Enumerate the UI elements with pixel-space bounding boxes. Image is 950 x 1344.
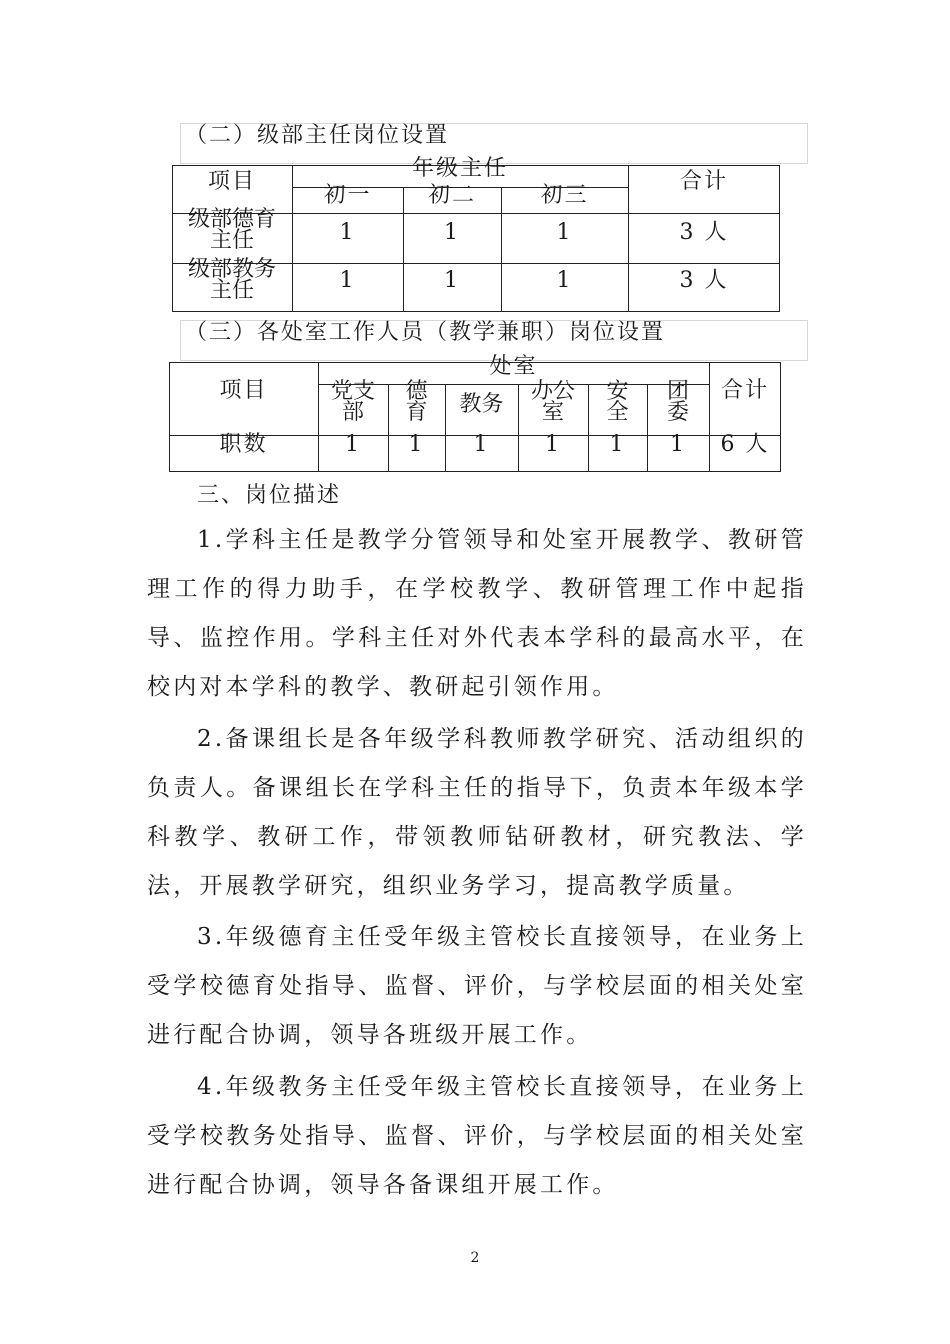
section3-cell: 1	[545, 432, 561, 457]
section2-caption-text: （二）级部主任岗位设置	[185, 123, 450, 148]
section3-cell: 1	[345, 432, 361, 457]
page-number: 2	[470, 1250, 480, 1266]
paragraph-3: 3.年级德育主任受年级主管校长直接领导，在业务上受学校德育处指导、监督、评价，与学校层面的相关处室进行配合协调，领导各班级开展工作。	[147, 924, 807, 1048]
section3-col-header	[518, 381, 588, 423]
col-header-line2: 全	[606, 400, 629, 425]
section2-cell: 1	[444, 220, 460, 245]
section2-col-header: 初三	[540, 183, 589, 208]
section3-col-header	[445, 394, 518, 415]
section2-header-group: 年级主任	[411, 156, 508, 181]
col-header-line2: 委	[666, 400, 689, 425]
row-label-line1: 级部德育	[187, 207, 276, 232]
section2-header-item: 项目	[207, 169, 256, 194]
row-label-line1: 级部教务	[187, 257, 276, 282]
section3-caption-text: （三）各处室工作人员（教学兼职）岗位设置	[185, 320, 666, 345]
col-header-line2: 育	[405, 400, 428, 425]
section3-header-group: 处室	[489, 354, 538, 379]
section2-cell-total: 3 人	[679, 220, 729, 245]
section3-cell: 1	[473, 432, 490, 457]
col-header-line2: 室	[541, 400, 564, 425]
section3-row-label: 职数	[219, 432, 268, 457]
section2-cell-total: 3 人	[679, 268, 729, 293]
section2-cell: 1	[556, 268, 573, 293]
section2-row-label	[172, 209, 292, 251]
col-header-line1: 安	[606, 379, 629, 404]
row-label-line2: 主任	[209, 228, 254, 253]
section2-cell: 1	[556, 220, 573, 245]
section2-header-total: 合计	[679, 169, 728, 194]
section3-col-header	[588, 381, 647, 423]
section2-cell: 1	[339, 268, 356, 293]
col-header-line1: 团	[666, 379, 689, 404]
col-header-line2: 部	[341, 400, 364, 425]
paragraph-1: 1.学科主任是教学分管领导和处室开展教学、教研管理工作的得力助手，在学校教学、教研管理工作中起指导、监控作用。学科主任对外代表本学科的最高水平，在校内对本学科的教学、教研起引领作用。	[147, 527, 807, 700]
section3-cell: 1	[408, 432, 425, 457]
section3-col-header	[318, 381, 388, 423]
section2-col-header: 初一	[323, 183, 372, 208]
paragraph-4: 4.年级教务主任受年级主管校长直接领导，在业务上受学校教务处指导、监督、评价，与学校层面的相关处室进行配合协调，领导各备课组开展工作。	[147, 1074, 807, 1198]
section3-header-item: 项目	[219, 378, 268, 403]
section2-col-header: 初二	[427, 183, 476, 208]
section-heading: 三、岗位描述	[197, 483, 342, 508]
col-header-line1: 德	[405, 379, 428, 404]
col-header-line1: 党支	[330, 379, 375, 404]
section3-cell: 1	[609, 432, 626, 457]
col-header-line1: 办公	[530, 379, 575, 404]
col-header-line1: 教务	[459, 392, 504, 417]
section2-cell: 1	[339, 220, 356, 245]
section2-row-label	[172, 259, 292, 301]
section2-cell: 1	[444, 268, 460, 293]
section3-col-header	[388, 381, 445, 423]
row-label-line2: 主任	[209, 278, 254, 303]
paragraph-2: 2.备课组长是各年级学科教师教学研究、活动组织的负责人。备课组长在学科主任的指导下，负责本年级本学科教学、教研工作，带领教师钻研教材，研究教法、学法，开展教学研究，组织业务学习，提高教学质量。	[147, 726, 807, 899]
section3-cell-total: 6 人	[720, 432, 770, 457]
section3-col-header	[647, 381, 709, 423]
section3-cell: 1	[670, 432, 686, 457]
section3-header-total: 合计	[720, 378, 769, 403]
